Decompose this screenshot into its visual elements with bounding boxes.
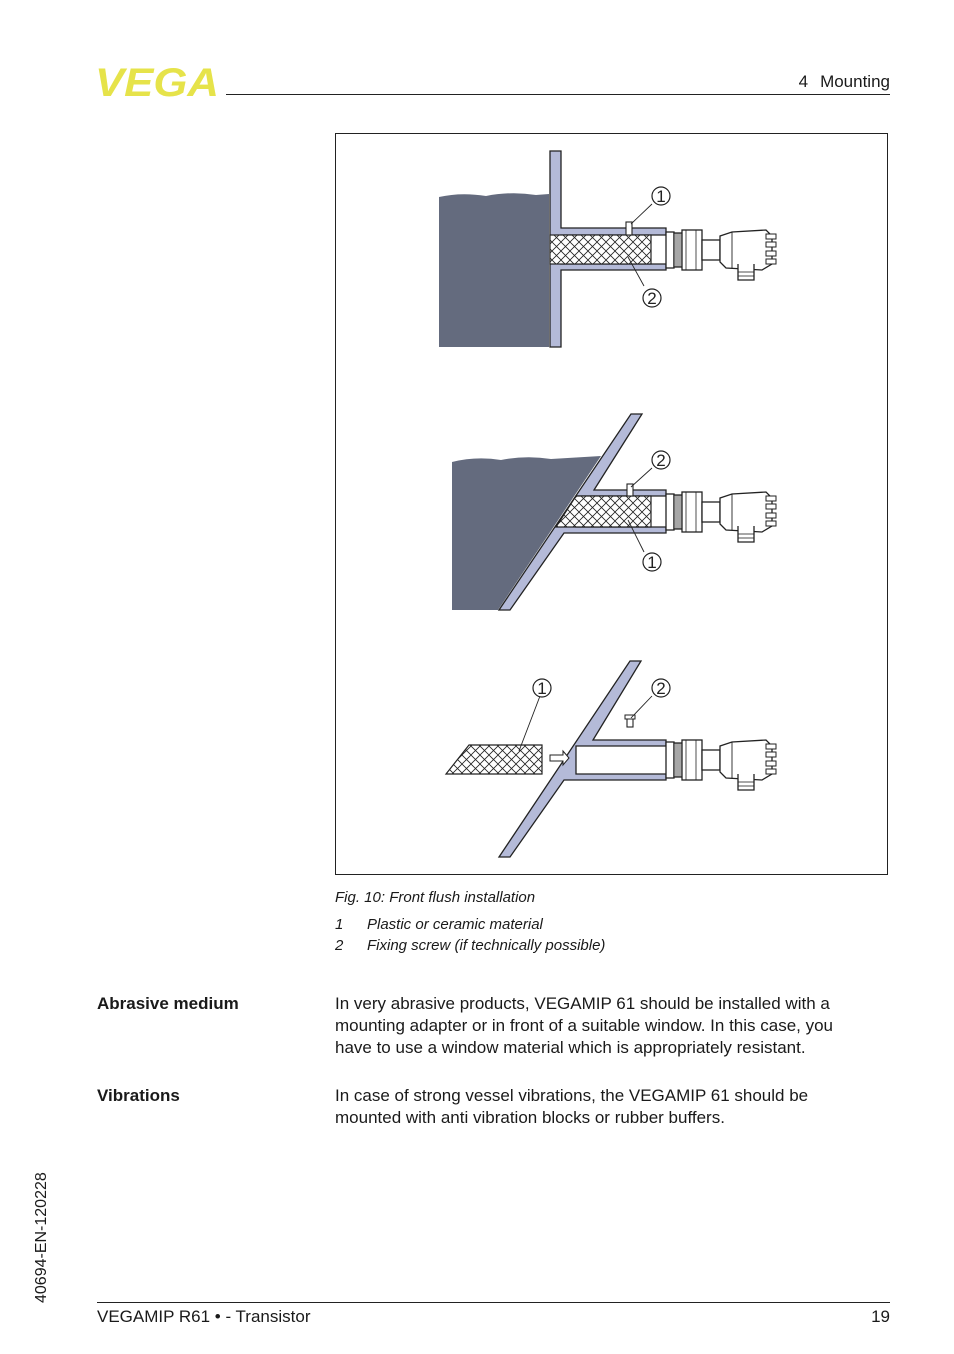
legend-number: 2 — [335, 937, 344, 954]
marker-1: 1 — [537, 679, 547, 698]
legend-text: Fixing screw (if technically possible) — [367, 937, 606, 954]
legend-number: 1 — [335, 916, 344, 933]
legend-item — [335, 914, 605, 935]
diagram-straight-wall — [439, 151, 776, 347]
sensor-head — [666, 740, 776, 790]
abrasive-medium-text — [335, 993, 895, 1059]
vibrations-text — [335, 1085, 895, 1129]
text-line: have to use a window material which is appropriately resistant. — [335, 1038, 806, 1057]
window-material — [446, 745, 542, 774]
installation-diagram — [336, 134, 889, 876]
logo-wordmark: VEGA — [95, 64, 219, 98]
footer-rule — [97, 1302, 890, 1303]
vega-logo — [95, 64, 220, 98]
marker-1: 1 — [647, 553, 657, 572]
text-line: In very abrasive products, VEGAMIP 61 should be installed with a — [335, 994, 830, 1013]
chapter-number: 4 — [798, 72, 809, 91]
document-id: 40694-EN-120228 — [33, 1172, 50, 1303]
diagram-window-insert — [446, 661, 776, 857]
chapter-header — [787, 72, 890, 92]
marker-2: 2 — [656, 451, 666, 470]
text-line: mounted with anti vibration blocks or rubber buffers. — [335, 1108, 725, 1127]
figure-legend — [335, 914, 605, 956]
window-material — [550, 235, 651, 264]
chapter-title: Mounting — [820, 72, 890, 91]
legend-text: Plastic or ceramic material — [367, 916, 543, 933]
text-line: In case of strong vessel vibrations, the VEGAMIP 61 should be — [335, 1086, 809, 1105]
page-number: 19 — [871, 1307, 890, 1326]
marker-2: 2 — [656, 679, 666, 698]
footer-product: VEGAMIP R61 • - Transistor — [97, 1307, 311, 1326]
legend-item — [335, 935, 605, 956]
marker-1: 2 — [647, 289, 657, 308]
product-medium — [439, 193, 549, 347]
diagram-inclined-wall — [452, 414, 776, 610]
marker-2: 1 — [656, 187, 666, 206]
sensor-head — [666, 230, 776, 280]
text-line: mounting adapter or in front of a suitable window. In this case, you — [335, 1016, 834, 1035]
heading-vibrations: Vibrations — [97, 1086, 180, 1105]
figure-caption: Fig. 10: Front flush installation — [335, 889, 536, 906]
sensor-head — [666, 492, 776, 542]
figure-frame — [335, 133, 888, 875]
heading-abrasive-medium: Abrasive medium — [97, 994, 239, 1013]
header-rule — [226, 94, 890, 95]
